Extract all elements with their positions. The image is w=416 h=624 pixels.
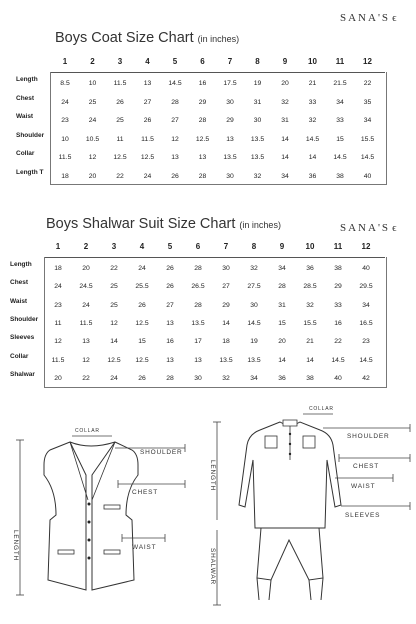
table-cell: 17 [194, 338, 202, 346]
table-cell: 18 [54, 265, 62, 272]
size-header-row [50, 52, 385, 73]
table-cell: 20 [88, 172, 97, 180]
vest-waist-label: WAIST [132, 544, 157, 551]
size-header-cell: 11 [335, 57, 345, 66]
kurta-diagram [205, 400, 415, 620]
table-cell: 13.5 [219, 356, 233, 364]
table-cell: 31 [281, 117, 289, 124]
row-label: Shoulder [16, 131, 45, 139]
size-header-row [44, 237, 385, 258]
table-cell: 23 [54, 301, 62, 309]
table-cell: 14 [308, 154, 317, 161]
size-header-cell: 12 [363, 57, 372, 66]
table-cell: 20 [82, 265, 90, 272]
size-header-cell: 8 [255, 57, 260, 66]
table-cell: 13 [166, 356, 174, 364]
vest-collar-label: COLLAR [75, 428, 100, 434]
row-label: Collar [16, 150, 35, 157]
table-cell: 24.5 [79, 283, 93, 291]
table-cell: 29 [198, 98, 207, 106]
table-cell: 35 [363, 98, 372, 106]
table-cell: 34 [363, 117, 372, 124]
table-cell: 11.5 [58, 154, 72, 161]
table-cell: 21 [308, 80, 317, 87]
table-cell: 27 [222, 283, 230, 291]
size-header-cell: 3 [117, 57, 123, 66]
table-cell: 12 [110, 319, 118, 327]
table-cell: 32 [250, 265, 258, 272]
table-cell: 31 [253, 98, 262, 106]
table-cell: 18 [61, 172, 69, 180]
table-cell: 13.5 [191, 319, 205, 327]
table-cell: 38 [334, 265, 342, 272]
table-cell: 11 [54, 319, 62, 327]
table-cell: 34 [281, 172, 289, 180]
row-label: Length [10, 261, 32, 268]
table-cell: 10 [61, 135, 69, 143]
table-cell: 30 [226, 172, 234, 180]
table-cell: 13.5 [250, 154, 265, 161]
size-header-cell: 9 [282, 57, 288, 66]
table-cell: 22 [334, 338, 342, 346]
table-cell: 24 [54, 283, 62, 291]
coat-chart-title: Boys Coat Size Chart (in inches) [55, 30, 240, 46]
row-label: Collar [10, 352, 29, 360]
table-cell: 12.5 [135, 356, 149, 364]
row-label: Chest [16, 94, 35, 102]
button-icon [88, 539, 91, 542]
table-cell: 12 [82, 356, 90, 364]
table-cell: 14 [222, 319, 230, 327]
table-cell: 12 [171, 135, 179, 143]
shalwar-chart-title: Boys Shalwar Suit Size Chart (in inches) [46, 216, 281, 232]
table-cell: 12 [54, 338, 62, 346]
brand-logo-middle [340, 222, 397, 234]
table-cell: 34 [250, 374, 258, 382]
table-cell: 13.5 [247, 356, 261, 364]
table-cell: 26 [171, 172, 179, 180]
table-cell: 21 [306, 338, 314, 346]
size-header-cell: 7 [227, 57, 233, 66]
brand-name: SANA'S [340, 222, 391, 234]
table-cell: 26 [138, 301, 146, 309]
table-cell: 25 [110, 301, 118, 309]
table-cell: 33 [334, 301, 342, 309]
table-cell: 27.5 [247, 283, 261, 291]
table-cell: 14.5 [331, 356, 345, 364]
table-cell: 22 [116, 172, 124, 180]
size-header-cell: 6 [200, 57, 205, 66]
table-cell: 27 [166, 301, 174, 309]
table-cell: 24 [88, 117, 97, 124]
table-cell: 16 [334, 319, 342, 327]
table-cell: 14 [278, 356, 286, 364]
kurta-waist-label: WAIST [351, 483, 376, 490]
button-icon [289, 443, 291, 445]
table-cell: 33 [308, 98, 317, 106]
size-header-cell: 6 [195, 242, 201, 251]
table-cell: 10.5 [85, 135, 100, 143]
table-cell: 42 [362, 374, 370, 382]
table-cell: 32 [281, 98, 289, 106]
size-header-cell: 2 [90, 57, 95, 66]
button-icon [88, 557, 91, 560]
table-cell: 40 [363, 172, 372, 180]
table-cell: 14 [110, 338, 118, 346]
table-cell: 20 [281, 80, 289, 87]
size-header-cell: 9 [279, 242, 285, 251]
table-cell: 30 [226, 98, 234, 106]
coat-chart-subtitle: (in inches) [197, 34, 240, 44]
table-cell: 20 [54, 374, 62, 382]
table-cell: 28 [194, 265, 202, 272]
table-cell: 26 [138, 374, 146, 382]
table-body [50, 72, 387, 185]
vest-length-label: LENGTH [12, 530, 19, 562]
table-cell: 29.5 [359, 283, 373, 291]
table-cell: 40 [334, 374, 342, 382]
row-label: Waist [16, 113, 34, 120]
table-cell: 19 [253, 80, 262, 87]
button-icon [289, 453, 291, 455]
row-label: Length [16, 76, 38, 83]
row-label: Shoulder [10, 315, 39, 323]
table-cell: 15.5 [360, 135, 375, 143]
table-cell: 12 [88, 154, 97, 161]
table-cell: 30 [250, 301, 258, 309]
table-cell: 24 [61, 98, 69, 106]
size-header-cell: 2 [83, 242, 89, 251]
size-header-cell: 8 [251, 242, 257, 251]
kurta-length-label: LENGTH [209, 460, 216, 492]
table-cell: 28 [278, 283, 286, 291]
table-cell: 36 [278, 374, 286, 382]
table-cell: 23 [362, 338, 370, 346]
vest-shoulder-label: SHOULDER [140, 449, 183, 456]
size-header-cell: 11 [333, 242, 343, 251]
vest-chest-label: CHEST [132, 489, 159, 496]
coat-size-table [0, 52, 416, 184]
table-cell: 17.5 [223, 80, 237, 87]
table-cell: 38 [336, 172, 344, 180]
size-header-cell: 10 [305, 242, 315, 251]
table-cell: 11 [116, 135, 124, 143]
table-cell: 10 [88, 80, 97, 87]
button-icon [88, 503, 91, 506]
size-header-cell: 5 [167, 242, 173, 251]
table-cell: 34 [278, 265, 286, 272]
table-cell: 21.5 [333, 80, 347, 87]
table-cell: 12.5 [107, 356, 121, 364]
table-cell: 24 [110, 374, 118, 382]
table-cell: 24 [138, 265, 146, 272]
table-cell: 22 [363, 80, 372, 87]
table-cell: 11.5 [141, 135, 154, 143]
table-cell: 32 [306, 301, 314, 309]
kurta-shalwar-label: SHALWAR [209, 548, 216, 586]
table-cell: 12.5 [195, 135, 210, 143]
table-cell: 16.5 [359, 319, 373, 327]
vest-diagram [0, 420, 200, 620]
table-cell: 11.5 [113, 80, 127, 87]
table-cell: 14.5 [305, 135, 320, 143]
table-cell: 13 [226, 135, 234, 143]
table-cell: 22 [82, 374, 90, 382]
row-label: Shalwar [10, 370, 35, 378]
table-cell: 28 [194, 301, 202, 309]
size-header-cell: 4 [145, 57, 150, 66]
table-cell: 12.5 [135, 319, 149, 327]
kurta-chest-label: CHEST [353, 463, 380, 470]
shalwar-chart-subtitle: (in inches) [239, 220, 281, 230]
table-cell: 32 [308, 117, 317, 124]
size-header-cell: 12 [361, 242, 371, 251]
table-cell: 29 [226, 117, 234, 124]
table-cell: 26.5 [191, 283, 205, 291]
kurta-collar-label: COLLAR [309, 406, 334, 412]
table-cell: 25 [116, 117, 124, 124]
table-cell: 27 [171, 117, 179, 124]
button-icon [88, 521, 91, 524]
table-cell: 28 [198, 117, 207, 124]
kurta-sleeves-label: SLEEVES [345, 512, 381, 519]
table-cell: 19 [250, 338, 258, 346]
table-cell: 22 [110, 265, 118, 272]
table-cell: 30 [222, 265, 230, 272]
table-cell: 13 [171, 154, 179, 161]
kurta-shoulder-label: SHOULDER [347, 433, 390, 440]
row-label: Chest [10, 279, 29, 287]
brand-logo-top [340, 12, 397, 24]
table-cell: 13 [194, 356, 202, 364]
table-cell: 16 [166, 338, 174, 346]
table-cell: 18 [222, 338, 230, 346]
table-cell: 25 [88, 98, 97, 106]
table-cell: 15.5 [303, 319, 317, 327]
table-cell: 25 [110, 283, 118, 291]
bird-logo-icon: ϵ [392, 12, 397, 24]
table-cell: 26 [166, 283, 174, 291]
table-cell: 30 [253, 117, 262, 124]
table-cell: 29 [334, 283, 342, 291]
table-cell: 24 [143, 172, 152, 180]
size-header-cell: 5 [172, 57, 178, 66]
table-cell: 32 [253, 172, 262, 180]
table-cell: 8.5 [60, 80, 70, 87]
size-header-cell: 1 [62, 57, 68, 66]
table-cell: 29 [222, 301, 230, 309]
table-cell: 11.5 [51, 356, 65, 364]
button-icon [289, 433, 291, 435]
table-cell: 13 [166, 319, 174, 327]
table-cell: 13.5 [250, 135, 265, 143]
size-header-cell: 7 [223, 242, 229, 251]
table-cell: 13.5 [223, 154, 237, 161]
table-cell: 28 [166, 374, 174, 382]
bird-logo-icon: ϵ [392, 222, 397, 234]
table-cell: 28 [198, 172, 207, 180]
table-cell: 25.5 [135, 283, 149, 291]
table-cell: 34 [362, 301, 370, 309]
table-cell: 14.5 [360, 154, 375, 161]
size-header-cell: 10 [308, 57, 317, 66]
table-cell: 31 [278, 301, 286, 309]
table-cell: 33 [336, 117, 344, 124]
table-cell: 14 [281, 154, 289, 161]
table-cell: 13 [143, 80, 152, 87]
brand-name: SANA'S [340, 12, 391, 24]
table-cell: 14.5 [247, 319, 261, 327]
table-cell: 14.5 [168, 80, 182, 87]
table-cell: 27 [143, 98, 152, 106]
table-cell: 20 [278, 338, 286, 346]
table-cell: 14 [281, 135, 289, 143]
size-header-cell: 4 [139, 242, 145, 251]
table-cell: 12.5 [140, 154, 155, 161]
table-cell: 30 [194, 374, 202, 382]
table-cell: 13 [82, 338, 90, 346]
table-cell: 36 [306, 265, 314, 272]
table-cell: 12.5 [113, 154, 127, 161]
table-cell: 14 [306, 356, 314, 364]
table-cell: 36 [308, 172, 317, 180]
row-label: Waist [10, 297, 28, 305]
table-cell: 15 [278, 319, 286, 327]
table-cell: 16 [198, 80, 207, 87]
table-cell: 14.5 [359, 356, 373, 364]
table-cell: 40 [362, 265, 370, 272]
table-cell: 11.5 [79, 319, 93, 327]
table-cell: 34 [336, 98, 344, 106]
table-cell: 32 [222, 374, 230, 382]
table-cell: 28.5 [303, 283, 317, 291]
table-cell: 38 [306, 374, 314, 382]
size-header-cell: 3 [111, 242, 117, 251]
table-cell: 26 [166, 265, 174, 272]
size-header-cell: 1 [55, 242, 61, 251]
table-cell: 23 [61, 117, 69, 124]
table-cell: 13 [198, 154, 207, 161]
table-cell: 24 [82, 301, 90, 309]
table-cell: 28 [171, 98, 179, 106]
table-cell: 14.5 [333, 154, 347, 161]
row-label: Length T [16, 168, 44, 176]
table-cell: 26 [143, 117, 152, 124]
row-label: Sleeves [10, 334, 35, 342]
table-cell: 15 [336, 135, 344, 143]
table-cell: 26 [116, 98, 124, 106]
shalwar-size-table [0, 237, 416, 387]
table-cell: 15 [138, 338, 146, 346]
